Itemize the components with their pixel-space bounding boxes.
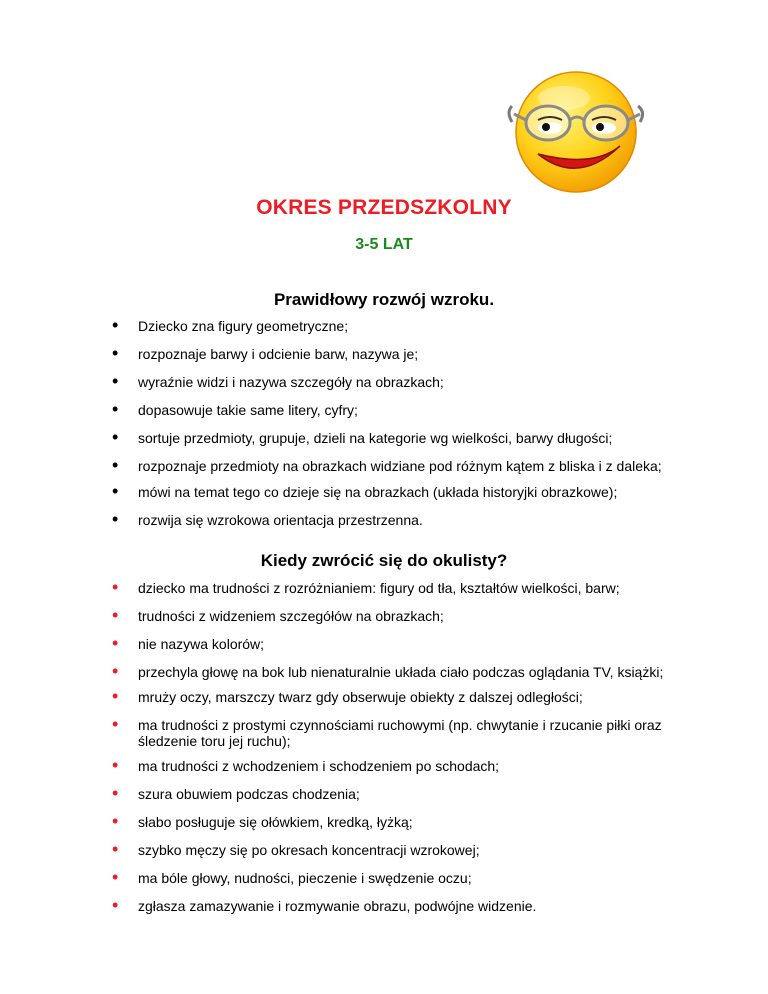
list-item-text: trudności z widzeniem szczegółów na obrazkach; — [138, 608, 444, 624]
list-item — [112, 783, 692, 803]
list-item-text: sortuje przedmioty, grupuje, dzieli na kategorie wg wielkości, barwy długości; — [138, 430, 613, 446]
list-item — [112, 315, 692, 335]
section-heading-when-to-see-ophthalmologist: Kiedy zwrócić się do okulisty? — [260, 551, 508, 570]
list-item-text: dopasowuje takie same litery, cyfry; — [138, 402, 358, 418]
bullet-icon: • — [112, 811, 119, 831]
list-item-text: mruży oczy, marszczy twarz gdy obserwuje obiekty z dalszej odległości; — [138, 689, 583, 705]
list-item-text: zgłasza zamazywanie i rozmywanie obrazu, podwójne widzenie. — [138, 898, 537, 914]
list-item-text: mówi na temat tego co dzieje się na obrazkach (układa historyjki obrazkowe); — [138, 484, 618, 500]
list-item — [112, 895, 692, 915]
bullet-icon: • — [112, 686, 119, 706]
list-item-text: ma bóle głowy, nudności, pieczenie i swędzenie oczu; — [138, 870, 472, 886]
list-item — [112, 605, 692, 625]
list-item — [112, 686, 692, 706]
list-item — [112, 661, 692, 681]
bullet-icon: • — [112, 867, 119, 887]
list-item-text: ma trudności z wchodzeniem i schodzeniem po schodach; — [138, 758, 500, 774]
bullet-icon: • — [112, 895, 119, 915]
smiley-with-glasses-icon — [498, 68, 648, 198]
list-item-text: rozpoznaje barwy i odcienie barw, nazywa je; — [138, 346, 419, 362]
bullet-icon: • — [112, 371, 119, 391]
list-item — [112, 867, 692, 887]
warning-signs-list — [112, 577, 692, 926]
list-item-text: przechyla głowę na bok lub nienaturalnie układa ciało podczas oglądania TV, książki; — [138, 664, 664, 680]
list-item — [112, 509, 692, 529]
list-item-text: wyraźnie widzi i nazywa szczegóły na obrazkach; — [138, 374, 444, 390]
list-item — [112, 577, 692, 597]
list-item — [112, 343, 692, 363]
list-item-text: dziecko ma trudności z rozróżnianiem: figury od tła, kształtów wielkości, barw; — [138, 580, 620, 596]
list-item — [112, 755, 692, 775]
bullet-icon: • — [112, 661, 119, 681]
bullet-icon: • — [112, 577, 119, 597]
bullet-icon: • — [112, 481, 119, 501]
list-item-text: nie nazywa kolorów; — [138, 636, 265, 652]
section-heading-normal-vision: Prawidłowy rozwój wzroku. — [273, 290, 495, 309]
list-item-text: rozwija się wzrokowa orientacja przestrzenna. — [138, 512, 423, 528]
bullet-icon: • — [112, 605, 119, 625]
list-item-text: słabo posługuje się ołówkiem, kredką, łyżką; — [138, 814, 413, 830]
list-item-text: rozpoznaje przedmioty na obrazkach widziane pod różnym kątem z bliska i z daleka; — [138, 458, 662, 474]
list-item — [112, 811, 692, 831]
bullet-icon: • — [112, 839, 119, 859]
bullet-icon: • — [112, 714, 119, 734]
bullet-icon: • — [112, 455, 119, 475]
bullet-icon: • — [112, 315, 119, 335]
list-item-text: szura obuwiem podczas chodzenia; — [138, 786, 360, 802]
bullet-icon: • — [112, 755, 119, 775]
list-item — [112, 371, 692, 391]
list-item — [112, 714, 692, 749]
bullet-icon: • — [112, 783, 119, 803]
bullet-icon: • — [112, 343, 119, 363]
normal-vision-list — [112, 315, 692, 540]
list-item — [112, 399, 692, 419]
bullet-icon: • — [112, 399, 119, 419]
list-item — [112, 633, 692, 653]
bullet-icon: • — [112, 509, 119, 529]
list-item — [112, 427, 692, 447]
bullet-icon: • — [112, 427, 119, 447]
bullet-icon: • — [112, 633, 119, 653]
list-item — [112, 839, 692, 859]
list-item — [112, 455, 692, 475]
list-item-text: Dziecko zna figury geometryczne; — [138, 318, 349, 334]
list-item-text: szybko męczy się po okresach koncentracji wzrokowej; — [138, 842, 480, 858]
list-item-text: ma trudności z prostymi czynnościami ruchowymi (np. chwytanie i rzucanie piłki oraz śledzenie toru jej ruchu); — [138, 717, 662, 749]
list-item — [112, 481, 692, 501]
page-title: OKRES PRZEDSZKOLNY — [256, 196, 512, 219]
age-range-subtitle: 3-5 LAT — [355, 236, 413, 253]
